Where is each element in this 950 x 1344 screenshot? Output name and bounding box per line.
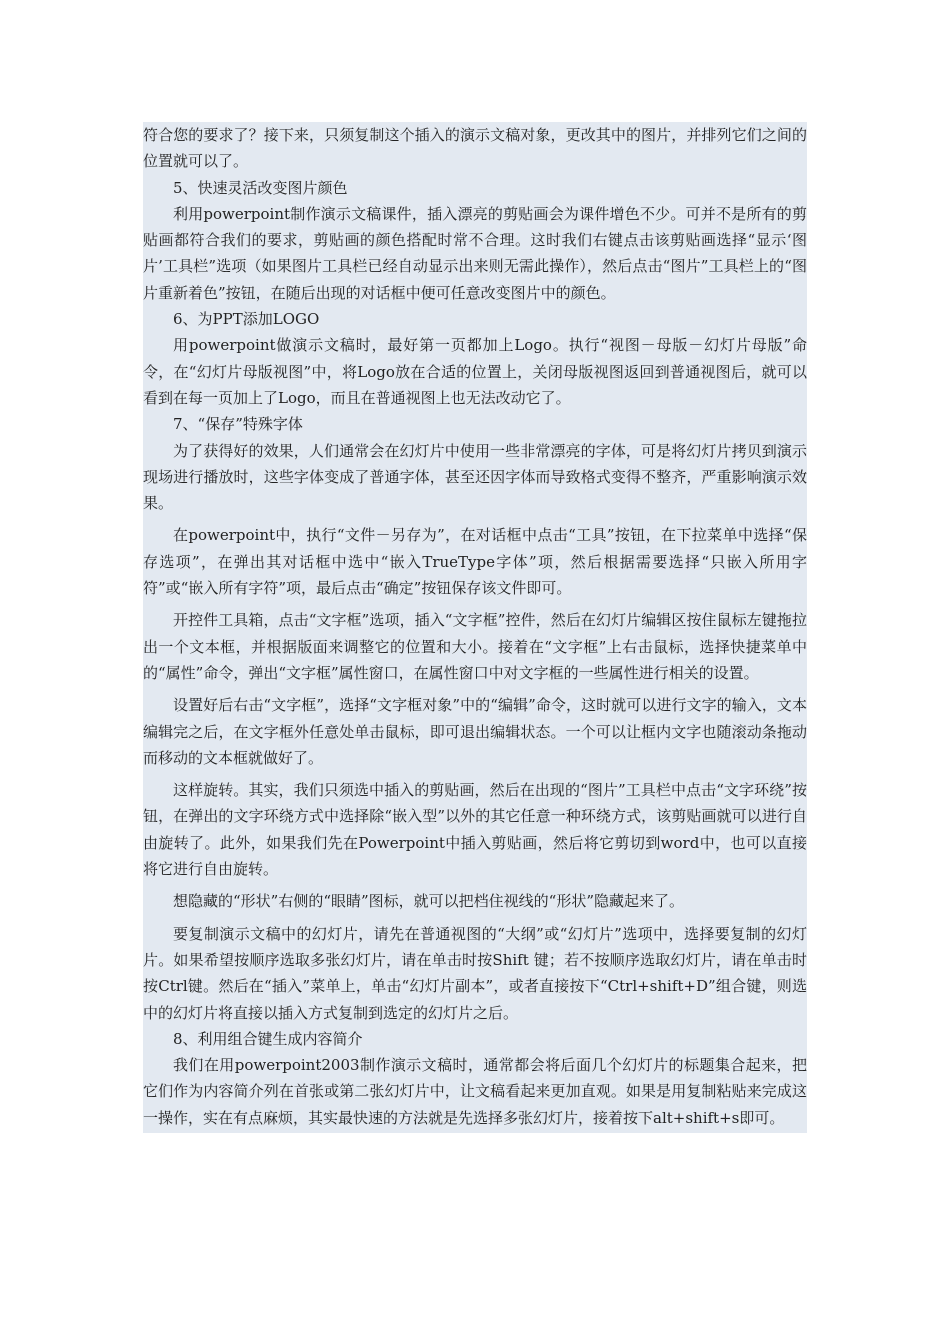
paragraph-textbox-edit: 设置好后右击“文字框”，选择“文字框对象”中的“编辑”命令，这时就可以进行文字的输入，文本编辑完之后，在文字框外任意处单击鼠标，即可退出编辑状态。一个可以让框内文字也随滚动条拖动而移动的文本框就做好了。 (143, 696, 807, 767)
paragraph-hide-shape: 想隐藏的“形状”右侧的“眼睛”图标，就可以把档住视线的“形状”隐藏起来了。 (173, 892, 685, 911)
paragraph-fonts: 为了获得好的效果，人们通常会在幻灯片中使用一些非常漂亮的字体，可是将幻灯片拷贝到演示现场进行播放时，这些字体变成了普通字体，甚至还因字体而导致格式变得不整齐，严重影响演示效果。 (143, 441, 807, 513)
section-heading-6: 6、为PPT添加LOGO (173, 310, 320, 329)
paragraph-copy-slides: 要复制演示文稿中的幻灯片，请先在普通视图的“大纲”或“幻灯片”选项中，选择要复制的幻灯片。如果希望按顺序选取多张幻灯片，请在单击时按Shift 键；若不按顺序选取幻灯片，请在单击时按Ctrl键。然后在“插入”菜单上，单击“幻灯片副本”，或者直接按下“Ctrl+shift+D”组合键，则选中的幻灯片将直接以插入方式复制到选定的幻灯片之后。 (143, 924, 807, 1022)
paragraph-logo: 用powerpoint做演示文稿时，最好第一页都加上Logo。执行“视图－母版－幻灯片母版”命令，在“幻灯片母版视图”中，将Logo放在合适的位置上，关闭母版视图返回到普通视图后，就可以看到在每一页加上了Logo，而且在普通视图上也无法改动它了。 (143, 336, 807, 407)
section-heading-8: 8、利用组合键生成内容简介 (173, 1029, 363, 1048)
document-body (143, 122, 807, 1133)
section-heading-5: 5、快速灵活改变图片颜色 (173, 178, 348, 197)
paragraph-intro: 符合您的要求了？接下来，只须复制这个插入的演示文稿对象，更改其中的图片，并排列它们之间的位置就可以了。 (143, 126, 807, 171)
paragraph-textbox-control: 开控件工具箱，点击“文字框”选项，插入“文字框”控件，然后在幻灯片编辑区按住鼠标左键拖拉出一个文本框，并根据版面来调整它的位置和大小。接着在“文字框”上右击鼠标，选择快捷菜单中的“属性”命令，弹出“文字框”属性窗口，在属性窗口中对文字框的一些属性进行相关的设置。 (143, 611, 807, 682)
paragraph-rotate: 这样旋转。其实，我们只须选中插入的剪贴画，然后在出现的“图片”工具栏中点击“文字环绕”按钮，在弹出的文字环绕方式中选择除“嵌入型”以外的其它任意一种环绕方式，该剪贴画就可以进行自由旋转了。此外，如果我们先在Powerpoint中插入剪贴画，然后将它剪切到word中，也可以直接将它进行自由旋转。 (143, 781, 807, 879)
paragraph-summary: 我们在用powerpoint2003制作演示文稿时，通常都会将后面几个幻灯片的标题集合起来，把它们作为内容简介列在首张或第二张幻灯片中，让文稿看起来更加直观。如果是用复制粘贴来完成这一操作，实在有点麻烦，其实最快速的方法就是先选择多张幻灯片，接着按下alt+shift+s即可。 (143, 1056, 807, 1127)
paragraph-recolor: 利用powerpoint制作演示文稿课件，插入漂亮的剪贴画会为课件增色不少。可并不是所有的剪贴画都符合我们的要求，剪贴画的颜色搭配时常不合理。这时我们右键点击该剪贴画选择“显示‘图片’工具栏”选项（如果图片工具栏已经自动显示出来则无需此操作），然后点击“图片”工具栏上的“图片重新着色”按钮，在随后出现的对话框中便可任意改变图片中的颜色。 (143, 204, 807, 302)
section-heading-7: 7、“保存”特殊字体 (173, 415, 303, 434)
paragraph-save-as: 在powerpoint中，执行“文件－另存为”，在对话框中点击“工具”按钮，在下拉菜单中选择“保存选项”，在弹出其对话框中选中“嵌入TrueType字体”项，然后根据需要选择“只嵌入所用字符”或“嵌入所有字符”项，最后点击“确定”按钮保存该文件即可。 (143, 526, 807, 598)
